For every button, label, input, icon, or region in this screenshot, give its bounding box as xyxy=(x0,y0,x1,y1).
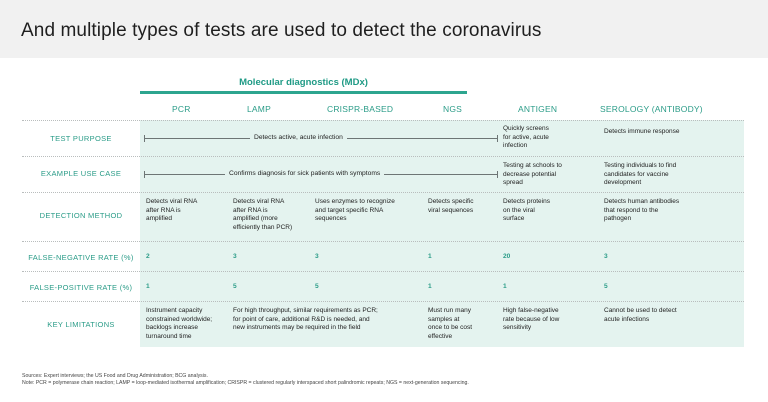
cell-line: samples at xyxy=(428,315,460,323)
false-positive-ngs: 1 xyxy=(428,283,432,290)
cell-line: after RNA is xyxy=(233,206,268,214)
cell-antigen-key-limitations xyxy=(503,307,559,333)
cell-line: amplified xyxy=(146,215,173,223)
cell-line: and target specific RNA xyxy=(315,206,384,214)
false-negative-crispr: 3 xyxy=(315,253,319,260)
cell-line: surface xyxy=(503,215,525,223)
cell-ngs-key-limitations xyxy=(428,307,472,341)
cell-line: candidates for vaccine xyxy=(604,170,669,178)
column-header-serology: SEROLOGY (ANTIBODY) xyxy=(600,104,703,114)
false-negative-antigen: 20 xyxy=(503,253,511,260)
cell-line: Testing at schools to xyxy=(503,162,562,169)
cell-line: after RNA is xyxy=(146,206,181,214)
cell-serology-test-purpose xyxy=(604,128,680,137)
molecular-diagnostics-bar xyxy=(140,91,467,94)
cell-line: Must run many xyxy=(428,307,471,314)
cell-line: for point of care, additional R&D is needed, and xyxy=(233,315,370,323)
row-divider xyxy=(22,241,744,242)
cell-crispr-detection-method xyxy=(315,198,395,224)
cell-line: decrease potential xyxy=(503,170,557,178)
span-tick xyxy=(497,135,498,142)
cell-antigen-detection-method xyxy=(503,198,550,224)
cell-line: that respond to the xyxy=(604,206,659,214)
false-positive-pcr: 1 xyxy=(146,283,150,290)
cell-antigen-test-purpose xyxy=(503,125,549,151)
cell-line: once to be cost xyxy=(428,324,473,332)
row-label-test-purpose: TEST PURPOSE xyxy=(50,134,112,143)
row-divider xyxy=(22,120,744,121)
row-divider xyxy=(22,156,744,157)
cell-line: spread xyxy=(503,179,523,187)
cell-line: Detects immune response xyxy=(604,128,680,135)
cell-line: efficiently than PCR) xyxy=(233,223,293,231)
span-text-test-purpose: Detects active, acute infection xyxy=(250,134,347,141)
false-negative-lamp: 3 xyxy=(233,253,237,260)
span-tick xyxy=(144,135,145,142)
row-label-key-limitations: KEY LIMITATIONS xyxy=(47,320,115,329)
column-header-pcr: PCR xyxy=(172,104,191,114)
cell-line: sensitivity xyxy=(503,324,532,332)
cell-line: for active, acute xyxy=(503,133,549,141)
cell-line: viral sequences xyxy=(428,206,474,214)
cell-antigen-example-use-case xyxy=(503,162,562,188)
span-tick xyxy=(144,171,145,178)
cell-line: infection xyxy=(503,142,528,150)
column-header-lamp: LAMP xyxy=(247,104,271,114)
row-divider xyxy=(22,301,744,302)
false-positive-antigen: 1 xyxy=(503,283,507,290)
cell-line: turnaround time xyxy=(146,332,192,340)
cell-line: pathogen xyxy=(604,215,632,223)
column-header-antigen: ANTIGEN xyxy=(518,104,558,114)
column-header-crispr: CRISPR-BASED xyxy=(327,104,394,114)
cell-line: on the viral xyxy=(503,206,535,214)
cell-line: High false-negative xyxy=(503,307,559,314)
row-label-false-positive: FALSE-POSITIVE RATE (%) xyxy=(29,283,133,292)
cell-line: Testing individuals to find xyxy=(604,162,677,169)
cell-line: Detects specific xyxy=(428,198,474,205)
cell-line: backlogs increase xyxy=(146,324,199,332)
footnote-sources: Sources: Expert interviews; the US Food and Drug Administration; BCG analysis. xyxy=(22,373,208,379)
cell-line: Uses enzymes to recognize xyxy=(315,198,395,205)
cell-line: new instruments may be required in the field xyxy=(233,324,361,332)
span-tick xyxy=(497,171,498,178)
false-positive-lamp: 5 xyxy=(233,283,237,290)
row-divider xyxy=(22,192,744,193)
cell-line: Detects human antibodies xyxy=(604,198,680,205)
footnote-note: Note: PCR = polymerase chain reaction; LAMP = loop-mediated isothermal amplification; CRISPR = clustered regularly interspaced short palindromic repeats; NGS = next-generation sequencing. xyxy=(22,380,469,386)
cell-line: sequences xyxy=(315,215,347,223)
cell-serology-key-limitations xyxy=(604,307,677,324)
row-label-example-use-case: EXAMPLE USE CASE xyxy=(40,169,122,178)
cell-line: acute infections xyxy=(604,315,650,323)
row-label-detection-method: DETECTION METHOD xyxy=(39,211,123,220)
cell-line: For high throughput, similar requirements as PCR; xyxy=(233,307,378,314)
cell-line: Instrument capacity xyxy=(146,307,203,314)
span-text-example-use-case: Confirms diagnosis for sick patients with symptoms xyxy=(225,170,384,177)
cell-lamp-crispr-key-limitations xyxy=(233,307,378,333)
cell-ngs-detection-method xyxy=(428,198,474,215)
row-label-false-negative: FALSE-NEGATIVE RATE (%) xyxy=(28,253,134,262)
false-positive-serology: 5 xyxy=(604,283,608,290)
false-negative-ngs: 1 xyxy=(428,253,432,260)
cell-line: constrained worldwide; xyxy=(146,315,213,323)
false-negative-serology: 3 xyxy=(604,253,608,260)
cell-line: rate because of low xyxy=(503,315,560,323)
cell-serology-example-use-case xyxy=(604,162,676,188)
cell-pcr-detection-method xyxy=(146,198,197,224)
false-negative-pcr: 2 xyxy=(146,253,150,260)
cell-line: Detects viral RNA xyxy=(146,198,198,205)
row-divider xyxy=(22,271,744,272)
cell-serology-detection-method xyxy=(604,198,679,224)
cell-line: Detects viral RNA xyxy=(233,198,285,205)
false-positive-crispr: 5 xyxy=(315,283,319,290)
cell-line: development xyxy=(604,179,642,187)
cell-pcr-key-limitations xyxy=(146,307,212,341)
molecular-diagnostics-label: Molecular diagnostics (MDx) xyxy=(239,77,368,88)
cell-line: Detects proteins xyxy=(503,198,550,205)
cell-line: Quickly screens xyxy=(503,125,549,132)
cell-line: amplified (more xyxy=(233,215,278,223)
column-header-ngs: NGS xyxy=(443,104,463,114)
page-title: And multiple types of tests are used to detect the coronavirus xyxy=(21,20,542,41)
cell-lamp-detection-method xyxy=(233,198,292,232)
cell-line: Cannot be used to detect xyxy=(604,307,677,314)
cell-line: effective xyxy=(428,332,453,340)
